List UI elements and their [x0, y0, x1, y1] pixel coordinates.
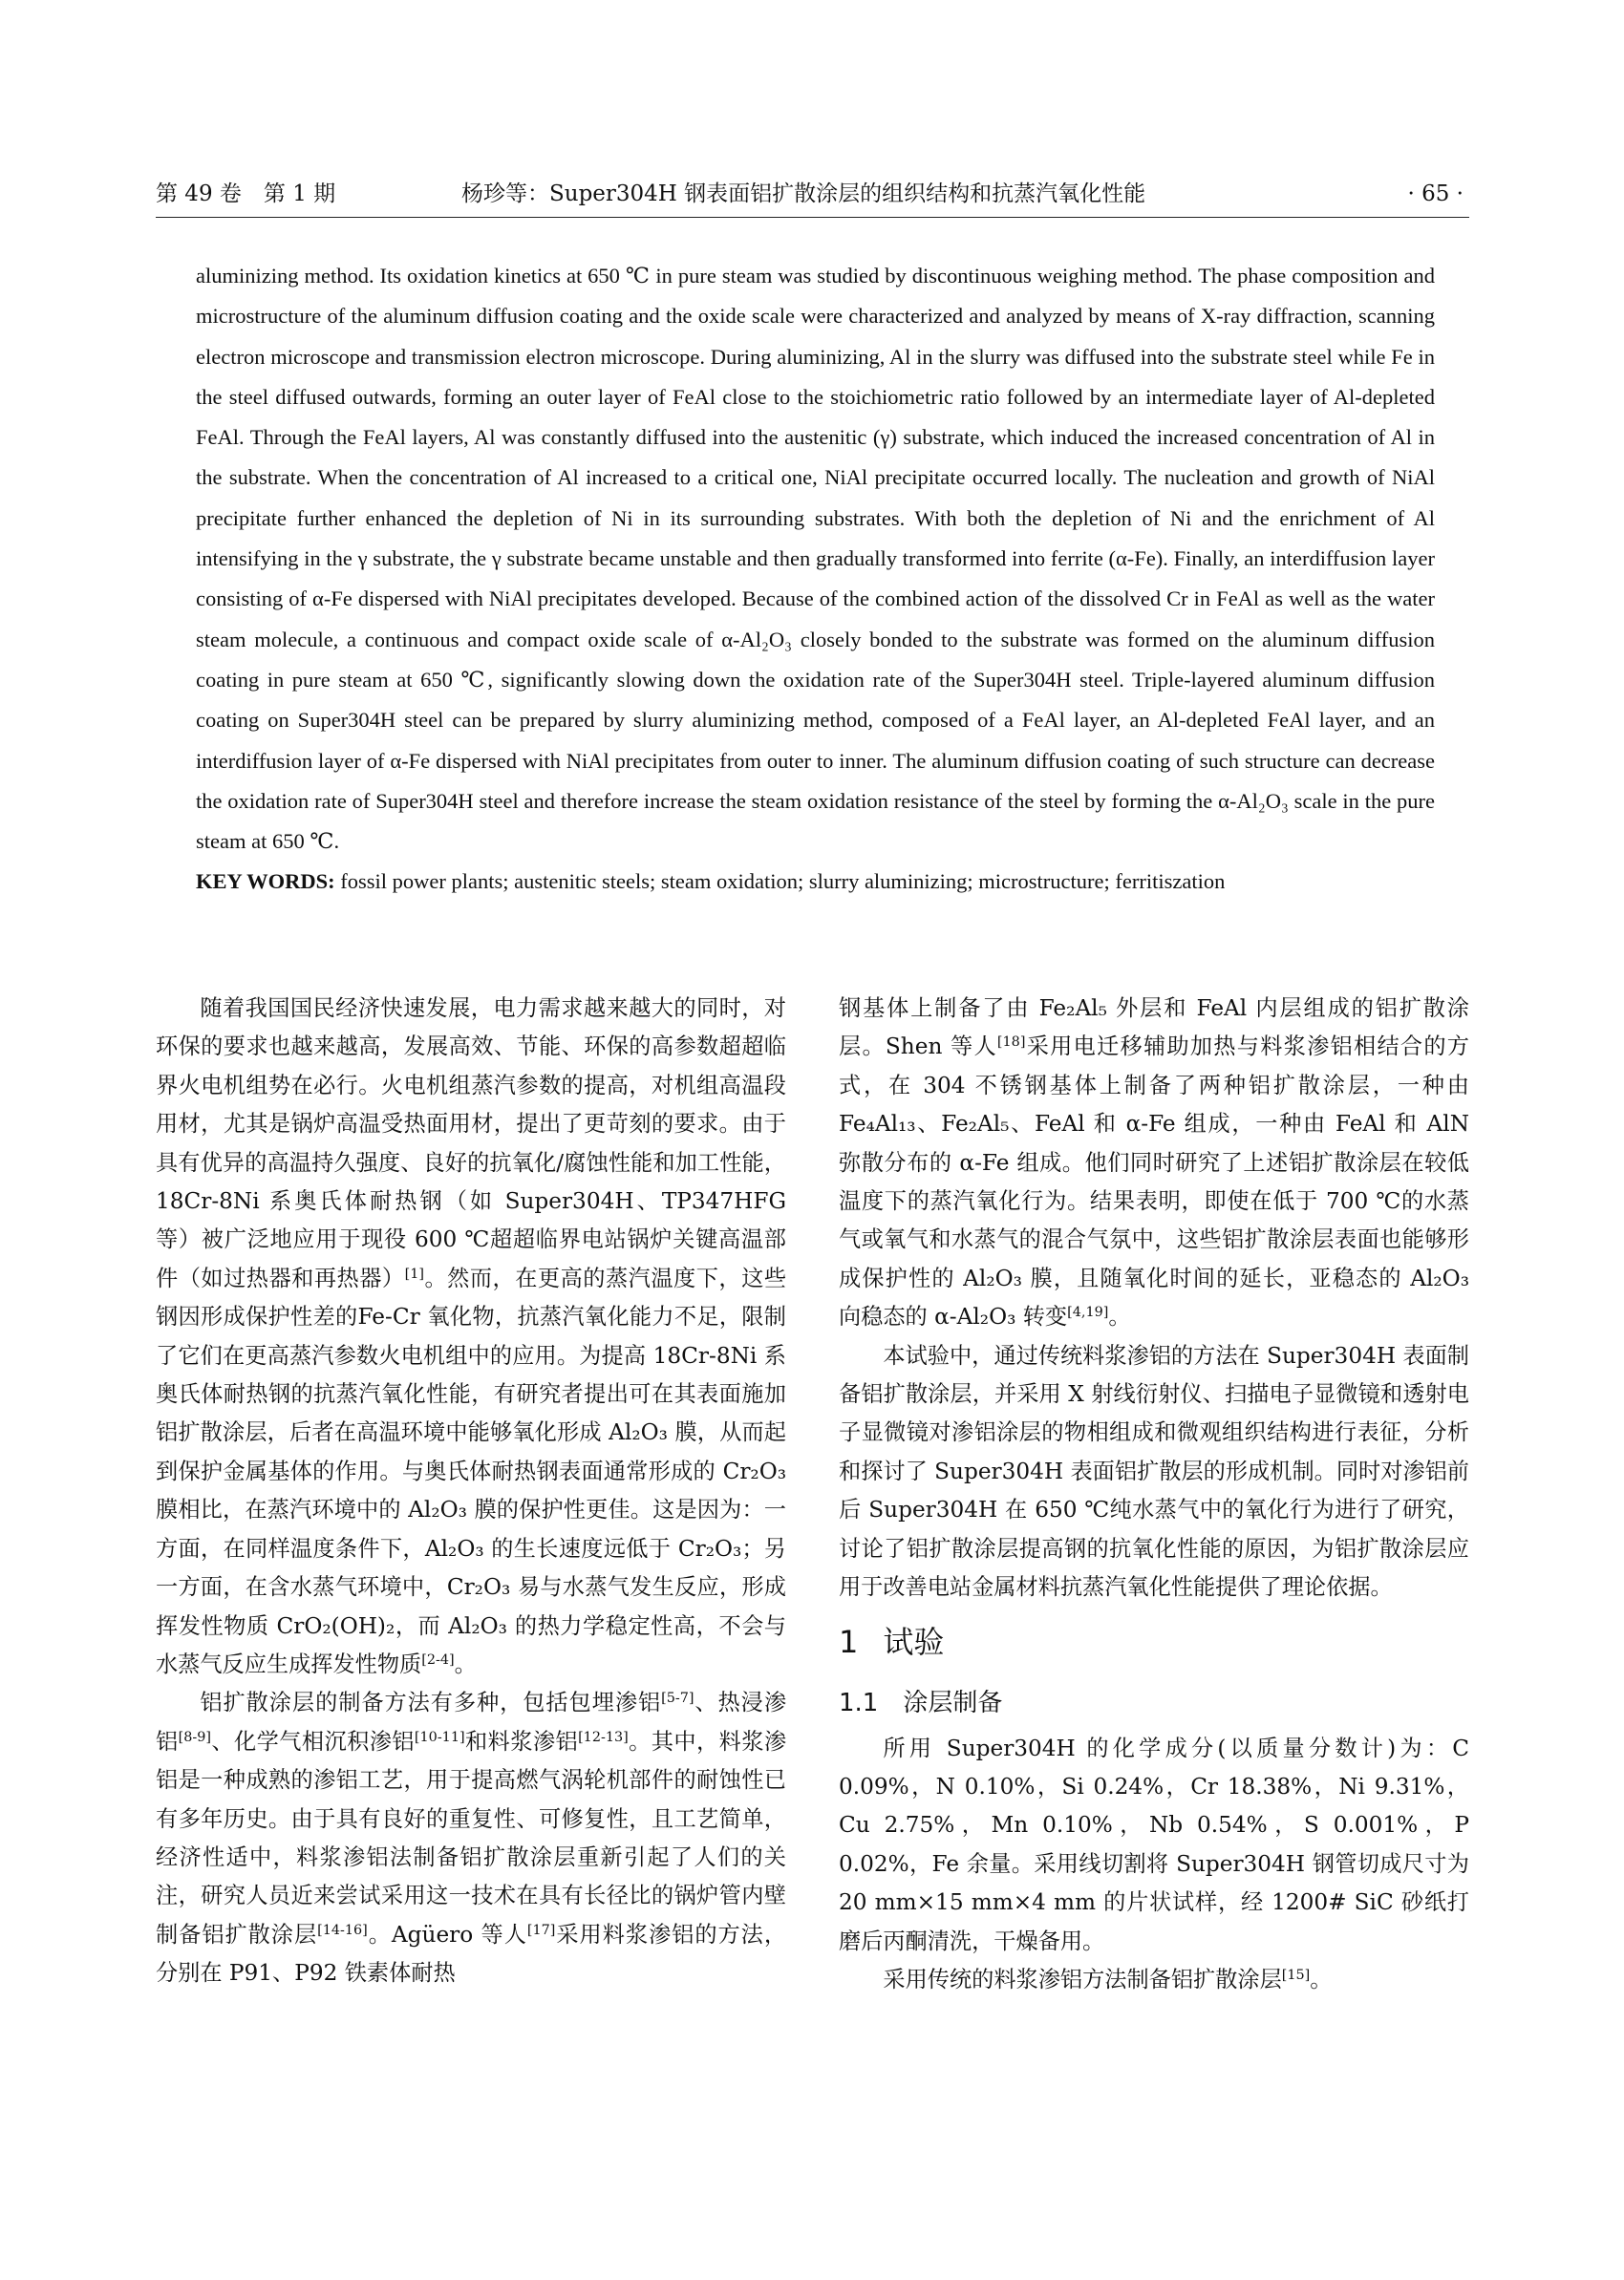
abstract: [196, 256, 1435, 903]
right-column: [839, 990, 1469, 1999]
journal-volume-issue: 第 49 卷 第 1 期: [156, 181, 336, 206]
paragraph-intro-2: 铝扩散涂层的制备方法有多种，包括包埋渗铝[5-7]、热浸渗铝[8-9]、化学气相沉积渗铝[10-11]和料浆渗铝[12-13]。其中，料浆渗铝是一种成熟的渗铝工艺，用于提高燃气涡轮机部件的耐蚀性已有多年历史。由于具有良好的重复性、可修复性，且工艺简单，经济性适中，料浆渗铝法制备铝扩散涂层重新引起了人们的关注，研究人员近来尝试采用这一技术在具有长径比的锅炉管内壁制备铝扩散涂层[14-16]。Agüero 等人[17]采用料浆渗铝的方法，分别在 P91、P92 铁素体耐热: [156, 1690, 787, 1987]
paragraph-intro-1: 随着我国国民经济快速发展，电力需求越来越大的同时，对环保的要求也越来越高，发展高效、节能、环保的高参数超超临界火电机组势在必行。火电机组蒸汽参数的提高，对机组高温段用材，尤其是锅炉高温受热面用材，提出了更苛刻的要求。由于具有优异的高温持久强度、良好的抗氧化/腐蚀性能和加工性能，18Cr-8Ni 系奥氏体耐热钢（如 Super304H、TP347HFG 等）被广泛地应用于现役 600 ℃超超临界电站锅炉关键高温部件（如过热器和再热器）[1]。然而，在更高的蒸汽温度下，这些钢因形成保护性差的Fe-Cr 氧化物，抗蒸汽氧化能力不足，限制了它们在更高蒸汽参数火电机组中的应用。为提高 18Cr-8Ni 系奥氏体耐热钢的抗蒸汽氧化性能，有研究者提出可在其表面施加铝扩散涂层，后者在高温环境中能够氧化形成 Al₂O₃ 膜，从而起到保护金属基体的作用。与奥氏体耐热钢表面通常形成的 Cr₂O₃ 膜相比，在蒸汽环境中的 Al₂O₃ 膜的保护性更佳。这是因为：一方面，在同样温度条件下，Al₂O₃ 的生长速度远低于 Cr₂O₃；另一方面，在含水蒸气环境中，Cr₂O₃ 易与水蒸气发生反应，形成挥发性物质 CrO₂(OH)₂，而 Al₂O₃ 的热力学稳定性高，不会与水蒸气反应生成挥发性物质[2-4]。: [156, 995, 787, 1677]
left-column: [156, 990, 786, 1993]
paragraph-method: 采用传统的料浆渗铝方法制备铝扩散涂层[15]。: [883, 1966, 1333, 1992]
subsection-title: 涂层制备: [903, 1688, 1003, 1717]
section-heading-experiment: [839, 1623, 1469, 1661]
citation-ref: [17]: [526, 1922, 556, 1938]
keywords: [196, 862, 1435, 902]
paragraph-intro-3: 钢基体上制备了由 Fe₂Al₅ 外层和 FeAl 内层组成的铝扩散涂层。Shen 等人[18]采用电迁移辅助加热与料浆渗铝相结合的方式，在 304 不锈钢基体上制备了两种铝扩散涂层，一种由 Fe₄Al₁₃、Fe₂Al₅、FeAl 和 α-Fe 组成，一种由 FeAl 和 AlN 弥散分布的 α-Fe 组成。他们同时研究了上述铝扩散涂层在较低温度下的蒸汽氧化行为。结果表明，即使在低于 700 ℃的水蒸气或氧气和水蒸气的混合气氛中，这些铝扩散涂层表面也能够形成保护性的 Al₂O₃ 膜，且随氧化时间的延长，亚稳态的 Al₂O₃ 向稳态的 α-Al₂O₃ 转变[4,19]。: [839, 995, 1469, 1331]
citation-ref: [14-16]: [317, 1922, 368, 1938]
citation-ref: [5-7]: [661, 1691, 694, 1707]
keywords-text: fossil power plants; austenitic steels; steam oxidation; slurry aluminizing; microstructure; ferritiszation: [334, 869, 1226, 894]
running-header: [156, 175, 1469, 213]
running-title: 杨珍等：Super304H 钢表面铝扩散涂层的组织结构和抗蒸汽氧化性能: [461, 181, 1146, 206]
subsection-number: 1.1: [839, 1688, 879, 1717]
page-number: · 65 ·: [1407, 181, 1464, 206]
paragraph-composition: 所用 Super304H 的化学成分(以质量分数计)为：C 0.09%，N 0.10%，Si 0.24%，Cr 18.38%，Ni 9.31%，Cu 2.75%，Mn 0.10%，Nb 0.54%，S 0.001%，P 0.02%，Fe 余量。采用线切割将 Super304H 钢管切成尺寸为 20 mm×15 mm×4 mm 的片状试样，经 1200# SiC 砂纸打磨后丙酮清洗，干燥备用。: [839, 1735, 1469, 1954]
citation-ref: [10-11]: [414, 1729, 465, 1745]
section-title: 试验: [883, 1623, 945, 1660]
citation-ref: [1]: [404, 1266, 424, 1282]
citation-ref: [2-4]: [421, 1652, 455, 1668]
keywords-label: KEY WORDS:: [196, 869, 335, 894]
citation-ref: [4,19]: [1067, 1305, 1109, 1321]
subsection-heading-coating-preparation: [839, 1684, 1469, 1722]
citation-ref: [12-13]: [578, 1729, 629, 1745]
citation-ref: [8-9]: [178, 1729, 211, 1745]
citation-ref: [18]: [996, 1034, 1026, 1051]
paragraph-intro-4: 本试验中，通过传统料浆渗铝的方法在 Super304H 表面制备铝扩散涂层，并采用 X 射线衍射仪、扫描电子显微镜和透射电子显微镜对渗铝涂层的物相组成和微观组织结构进行表征，分析和探讨了 Super304H 表面铝扩散层的形成机制。同时对渗铝前后 Super304H 在 650 ℃纯水蒸气中的氧化行为进行了研究，讨论了铝扩散涂层提高钢的抗氧化性能的原因，为铝扩散涂层应用于改善电站金属材料抗蒸汽氧化性能提供了理论依据。: [839, 1342, 1469, 1601]
citation-ref: [15]: [1281, 1968, 1311, 1984]
abstract-text: aluminizing method. Its oxidation kinetics at 650 ℃ in pure steam was studied by discontinuous weighing method. The phase composition and microstructure of the aluminum diffusion coating and the oxide scale were characterized and analyzed by means of X-ray diffraction, scanning electron microscope and transmission electron microscope. During aluminizing, Al in the slurry was diffused into the substrate steel while Fe in the steel diffused outwards, forming an outer layer of FeAl close to the stoichiometric ratio followed by an intermediate layer of Al-depleted FeAl. Through the FeAl layers, Al was constantly diffused into the austenitic (γ) substrate, which induced the increased concentration of Al in the substrate. When the concentration of Al increased to a critical one, NiAl precipitate occurred locally. The nucleation and growth of NiAl precipitate further enhanced the depletion of Ni in its surrounding substrates. With both the depletion of Ni and the enrichment of Al intensifying in the γ substrate, the γ substrate became unstable and then gradually transformed into ferrite (α-Fe). Finally, an interdiffusion layer consisting of α-Fe dispersed with NiAl precipitates developed. Because of the combined action of the dissolved Cr in FeAl as well as the water steam molecule, a continuous and compact oxide scale of α-Al₂O₃ closely bonded to the substrate was formed on the aluminum diffusion coating in pure steam at 650 ℃, significantly slowing down the oxidation rate of the Super304H steel. Triple-layered aluminum diffusion coating on Super304H steel can be prepared by slurry aluminizing method, composed of a FeAl layer, an Al-depleted FeAl layer, and an interdiffusion layer of α-Fe dispersed with NiAl precipitates from outer to inner. The aluminum diffusion coating of such structure can decrease the oxidation rate of Super304H steel and therefore increase the steam oxidation resistance of the steel by forming the α-Al₂O₃ scale in the pure steam at 650 ℃.: [196, 264, 1435, 854]
section-number: 1: [839, 1623, 859, 1660]
header-rule: [156, 217, 1469, 218]
